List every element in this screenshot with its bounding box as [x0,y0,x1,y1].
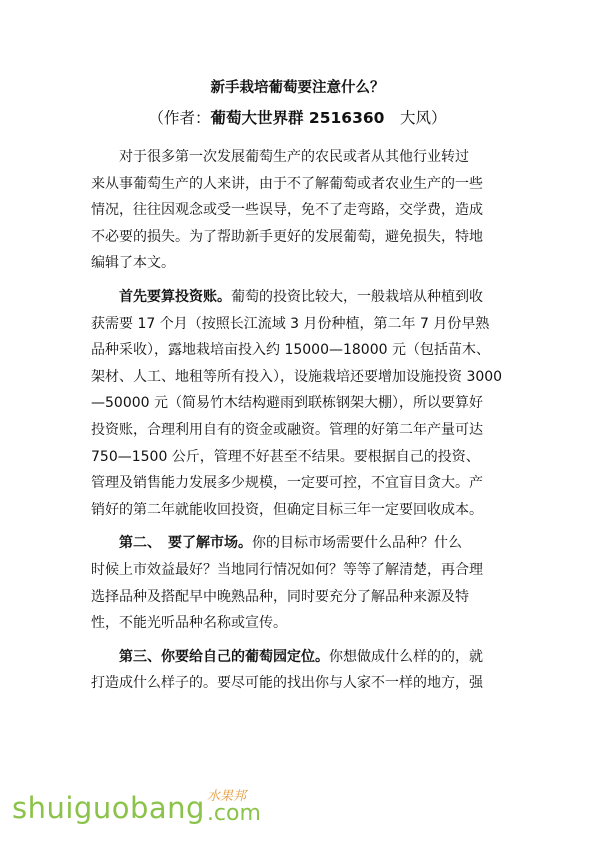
paragraph-line: 对于很多第一次发展葡萄生产的农民或者从其他行业转过 [119,149,469,165]
paragraph-line: 架材、人工、地租等所有投入），设施栽培还要增加设施投资 3000 [91,368,503,385]
paragraph-line: 第三、你要给自己的葡萄园定位。你想做成什么样的的，就 [119,648,483,665]
paragraph-line: 打造成什么样子的。要尽可能的找出你与人家不一样的地方，强 [91,675,483,692]
watermark-main-text: shuiguobang [12,791,205,825]
paragraph-lead: 首先要算投资账。 [119,288,231,305]
watermark-chinese-text: 水果邦 [206,789,246,804]
site-watermark [12,790,261,834]
paragraph-line: 品种采收），露地栽培亩投入约 15000—18000 元（包括苗木、 [91,342,490,359]
paragraph-line: 销好的第二年就能收回投资，但确定目标三年一定要回收成本。 [91,501,483,518]
paragraph-line: 来从事葡萄生产的人来讲，由于不了解葡萄或者农业生产的一些 [91,175,483,192]
paragraph-line: 性，不能光听品种名称或宣传。 [91,615,287,632]
paragraph-line: 投资账，合理利用自有的资金或融资。管理的好第二年产量可达 [91,421,483,438]
paragraph-line: 不必要的损失。为了帮助新手更好的发展葡萄，避免损失，特地 [91,228,483,245]
byline-prefix: （作者： [148,109,211,127]
paragraph-line: 情况，往往因观念或受一些误导，免不了走弯路，交学费，造成 [91,202,483,219]
paragraph-line: 编辑了本文。 [91,255,175,272]
paragraph-line: —50000 元（简易竹木结构避雨到联栋钢架大棚），所以要算好 [91,395,483,412]
paragraph-line: 首先要算投资账。葡萄的投资比较大，一般栽培从种植到收 [119,288,483,305]
paragraph-investment [91,284,507,523]
watermark-side [207,790,261,825]
byline-space [384,109,400,127]
byline-group: 葡萄大世界群 2516360 [210,109,385,127]
byline-author: 大风） [399,109,447,127]
paragraph-line: 时候上市效益最好？当地同行情况如何？等等了解清楚，再合理 [91,561,483,578]
paragraph-line: 选择品种及搭配早中晚熟品种，同时要充分了解品种来源及特 [91,588,469,605]
watermark-suffix-text: .com [206,801,261,826]
paragraph-lead: 第二、 要了解市场。 [119,535,252,552]
paragraph-positioning [91,644,507,697]
paragraph-lead: 第三、你要给自己的葡萄园定位。 [119,648,329,665]
paragraph-line: 管理及销售能力发展多少规模，一定要可控，不宜盲目贪大。产 [91,475,483,492]
document-title: 新手栽培葡萄要注意什么？ [210,80,385,96]
paragraph-line: 获需要 17 个月（按照长江流域 3 月份种植，第二年 7 月份早熟 [91,315,490,332]
author-byline [0,106,595,130]
paragraph-market [91,530,507,636]
document-body [91,144,507,697]
paragraph-line: 第二、 要了解市场。你的目标市场需要什么品种？什么 [119,535,462,552]
paragraph-line: 750—1500 公斤，管理不好甚至不结果。要根据自己的投资、 [91,448,480,465]
paragraph-intro [91,144,507,277]
